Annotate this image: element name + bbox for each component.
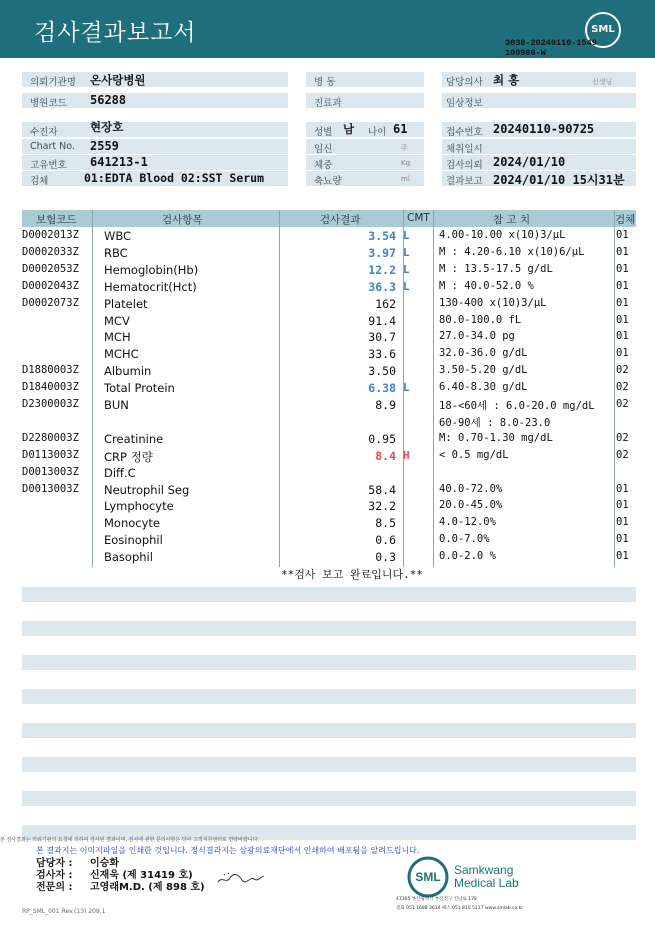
row-band xyxy=(22,689,636,704)
test-name: CRP 정량 xyxy=(104,449,153,464)
specimen-code: 02 xyxy=(616,431,629,444)
result-flag: L xyxy=(403,381,410,395)
reference-range: 32.0-36.0 g/dL xyxy=(439,347,528,360)
table-row xyxy=(0,313,655,330)
table-row xyxy=(0,397,655,414)
test-result: 91.4 xyxy=(368,313,396,328)
table-row xyxy=(0,245,655,262)
age-label: 나이 xyxy=(368,127,387,138)
logo-line2: Medical Lab xyxy=(454,876,519,890)
reference-range: M : 4.20-6.10 x(10)6/μL xyxy=(439,245,585,258)
test-name: Hematocrit(Hct) xyxy=(104,279,197,294)
logo-line1: Samkwang xyxy=(454,863,514,877)
request-date-label: 검사의뢰 xyxy=(446,160,483,171)
test-result: 30.7 xyxy=(368,330,396,345)
staff-in-charge-value: 이승화 xyxy=(90,858,119,869)
collect-time-label: 채취일시 xyxy=(446,144,483,155)
result-flag: L xyxy=(403,229,410,242)
report-date-value: 2024/01/10 15시31분 xyxy=(493,173,625,187)
specimen-code: 01 xyxy=(616,482,629,495)
test-name: Neutrophil Seg xyxy=(104,482,190,497)
pregnancy-label: 임신 xyxy=(314,144,333,155)
table-row xyxy=(0,279,655,296)
specimen-code: 01 xyxy=(616,229,629,241)
test-result: 8.9 xyxy=(375,398,396,412)
test-result: 36.3 xyxy=(368,279,396,294)
sex-label: 성별 xyxy=(314,127,333,138)
test-result: 12.2 xyxy=(368,262,396,277)
insurance-code: D0002053Z xyxy=(22,262,79,275)
insurance-code: D1880003Z xyxy=(22,364,79,377)
col-header-cmt: CMT xyxy=(407,212,430,224)
request-date-value: 2024/01/10 xyxy=(493,155,566,169)
report-date-label: 결과보고 xyxy=(446,176,483,187)
result-flag: L xyxy=(403,262,410,276)
test-name: BUN xyxy=(104,398,129,412)
col-header-spec: 검체 xyxy=(615,214,636,226)
test-name: Lymphocyte xyxy=(104,499,174,514)
insurance-code: D0013003Z xyxy=(22,465,79,478)
test-result: 58.4 xyxy=(368,482,396,497)
test-name: Hemoglobin(Hb) xyxy=(104,262,199,277)
reference-range: 130-400 x(10)3/μL xyxy=(439,296,547,309)
reference-range: 27.0-34.0 pg xyxy=(439,330,515,343)
specimen-code: 01 xyxy=(616,279,629,292)
reference-range: 3.50-5.20 g/dL xyxy=(439,364,528,377)
specimen-code: 01 xyxy=(616,245,629,258)
test-name: MCV xyxy=(104,313,130,328)
specimen-code: 01 xyxy=(616,296,629,309)
test-name: Diff.C xyxy=(104,465,136,480)
specimen-code: 01 xyxy=(616,330,629,343)
reference-range: M : 13.5-17.5 g/dL xyxy=(439,262,553,275)
clinical-info-label: 임상정보 xyxy=(446,98,483,109)
table-row xyxy=(0,549,655,566)
info-box-name xyxy=(22,122,288,137)
table-row xyxy=(0,363,655,380)
reference-range: 40.0-72.0% xyxy=(439,482,503,495)
hospital-code-value: 56288 xyxy=(90,93,127,107)
row-band xyxy=(22,791,636,806)
specimen-code: 01 xyxy=(616,347,629,360)
image-copy-notice: 본 결과지는 이미지파일을 인쇄한 것입니다. 정식결과지는 삼광의료재단에서 인쇄하여 배포됨을 알려드립니다. xyxy=(36,846,420,855)
table-row xyxy=(0,414,655,431)
reference-range: 0.0-7.0% xyxy=(439,533,490,546)
staff-specialist-value: 고영래M.D. (제 898 호) xyxy=(90,882,205,893)
test-result: 0.3 xyxy=(375,550,396,565)
test-result: 6.38 xyxy=(368,381,396,396)
table-row xyxy=(0,532,655,549)
reference-range: 4.0-12.0% xyxy=(439,516,496,529)
table-row xyxy=(0,329,655,346)
table-row xyxy=(0,448,655,465)
table-row xyxy=(0,296,655,313)
sex-value: 남 xyxy=(343,122,355,136)
table-row xyxy=(0,346,655,363)
institution-value: 온사랑병원 xyxy=(90,73,146,87)
test-result: 8.4 xyxy=(375,448,396,463)
specimen-code: 01 xyxy=(616,262,629,275)
insurance-code: D0013003Z xyxy=(22,482,79,495)
test-name: RBC xyxy=(104,245,128,260)
col-header-result: 검사결과 xyxy=(320,214,361,226)
dept-label: 진료과 xyxy=(314,98,342,109)
chart-no-value: 2559 xyxy=(90,139,119,153)
test-result: 32.2 xyxy=(368,499,396,514)
test-name: Monocyte xyxy=(104,516,160,531)
receipt-no-label: 접수번호 xyxy=(446,127,483,138)
specimen-code: 01 xyxy=(616,516,629,529)
table-row xyxy=(0,228,655,245)
staff-specialist xyxy=(36,878,205,893)
test-result: 3.97 xyxy=(368,245,396,260)
specimen-code: 02 xyxy=(616,448,629,461)
reference-range: 4.00-10.00 x(10)3/μL xyxy=(439,229,566,241)
col-header-code: 보험코드 xyxy=(36,214,77,226)
result-flag: L xyxy=(403,245,410,259)
specimen-code: 02 xyxy=(616,398,629,410)
reference-range: 20.0-45.0% xyxy=(439,499,503,512)
samkwang-logo-text xyxy=(454,864,519,890)
test-name: Creatinine xyxy=(104,431,164,446)
col-header-ref: 참 고 치 xyxy=(493,214,531,226)
hospital-code-label: 병원코드 xyxy=(30,98,67,109)
specimen-label: 검체 xyxy=(30,176,49,187)
insurance-code: D0002013Z xyxy=(22,229,79,241)
test-name: Basophil xyxy=(104,550,153,565)
insurance-code: D2280003Z xyxy=(22,431,79,444)
samkwang-logo-icon xyxy=(406,855,450,899)
specimen-code: 01 xyxy=(616,499,629,512)
test-result: 8.5 xyxy=(375,516,396,531)
row-band xyxy=(22,757,636,772)
test-name: WBC xyxy=(104,229,132,243)
report-title: 검사결과보고서 xyxy=(34,20,197,46)
insurance-code: D1840003Z xyxy=(22,381,79,394)
table-row xyxy=(0,431,655,448)
col-header-item: 검사항목 xyxy=(162,214,203,226)
document-id-line2: 100986-W xyxy=(505,48,546,58)
specimen-code: 01 xyxy=(616,313,629,326)
row-band xyxy=(22,621,636,636)
staff-specialist-label: 전문의 : xyxy=(36,882,73,893)
test-result: 0.95 xyxy=(368,431,396,446)
doctor-label: 담당의사 xyxy=(446,77,483,88)
doctor-value: 최 홍 xyxy=(493,73,520,87)
samkwang-logo-mark: SML xyxy=(415,870,441,884)
test-name: MCH xyxy=(104,330,131,345)
document-id xyxy=(505,38,597,58)
test-result: 3.54 xyxy=(368,229,396,243)
table-row xyxy=(0,515,655,532)
age-value: 61 xyxy=(393,122,408,136)
fine-print: 본 검사결과는 의뢰기관의 요청에 의하여 검사된 결과이며, 검사에 관한 문의사항은 당사 고객지원센터로 연락바랍니다. xyxy=(0,837,259,843)
test-result: 0.6 xyxy=(375,533,396,548)
result-flag: H xyxy=(403,448,410,462)
staff-tester-label: 검사자 : xyxy=(36,870,73,881)
doctor-suffix: 선생님 xyxy=(592,78,613,86)
reference-range: 6.40-8.30 g/dL xyxy=(439,381,528,394)
reference-range: M : 40.0-52.0 % xyxy=(439,279,534,292)
weight-label: 체중 xyxy=(314,160,333,171)
specimen-code: 01 xyxy=(616,550,629,563)
ward-label: 병 동 xyxy=(314,77,336,88)
institution-label: 의뢰기관명 xyxy=(30,77,76,88)
address-line2: 전화 051 1688 3614 팩스 051 810 5117 www.smlab.co.kr xyxy=(396,906,524,911)
table-row xyxy=(0,498,655,515)
table-row xyxy=(0,465,655,482)
test-name: Total Protein xyxy=(104,381,175,396)
insurance-code: D0002033Z xyxy=(22,245,79,258)
reference-range: 60-90세 : 8.0-23.0 xyxy=(439,416,551,429)
chart-no-label: Chart No. xyxy=(30,141,75,152)
table-row xyxy=(0,380,655,397)
reference-range: < 0.5 mg/dL xyxy=(439,448,509,461)
patient-name-label: 수진자 xyxy=(30,127,58,138)
specimen-code: 01 xyxy=(616,533,629,546)
urine-label: 축뇨량 xyxy=(314,176,342,187)
reference-range: 18-<60세 : 6.0-20.0 mg/dL xyxy=(439,400,595,412)
insurance-code: D0002073Z xyxy=(22,296,79,309)
completion-message: **검사 보고 완료입니다.** xyxy=(281,568,423,581)
test-result: 162 xyxy=(375,296,396,311)
receipt-no-value: 20240110-90725 xyxy=(493,122,595,136)
test-name: Albumin xyxy=(104,364,152,379)
weight-unit: Kg xyxy=(401,159,411,167)
test-result: 33.6 xyxy=(368,347,396,362)
specimen-value: 01:EDTA Blood 02:SST Serum xyxy=(84,171,265,185)
row-band xyxy=(22,655,636,670)
specimen-code: 02 xyxy=(616,381,629,394)
reference-range: 0.0-2.0 % xyxy=(439,550,496,563)
insurance-code: D0113003Z xyxy=(22,448,79,461)
insurance-code: D2300003Z xyxy=(22,398,79,410)
table-row xyxy=(0,262,655,279)
reference-range: 80.0-100.0 fL xyxy=(439,313,522,326)
test-name: Platelet xyxy=(104,296,148,311)
sml-logo-icon: SML xyxy=(585,12,621,48)
insurance-code: D0002043Z xyxy=(22,279,79,292)
form-revision: RP_SML_001 Rev.(13) 209.1 xyxy=(22,908,106,915)
urine-unit: ml xyxy=(401,175,410,183)
signature-scribble xyxy=(216,868,266,888)
staff-tester-value: 신재욱 (제 31419 호) xyxy=(90,870,193,881)
address-line1: 47305 부산광역시 부산진구 진남로 178 xyxy=(396,897,477,902)
row-band xyxy=(22,587,636,602)
row-band xyxy=(22,723,636,738)
patient-name-value: 현장호 xyxy=(90,120,124,134)
unique-id-value: 641213-1 xyxy=(90,155,148,169)
unique-id-label: 고유번호 xyxy=(30,160,67,171)
test-name: MCHC xyxy=(104,347,139,362)
reference-range: M: 0.70-1.30 mg/dL xyxy=(439,431,553,444)
test-name: Eosinophil xyxy=(104,533,163,548)
result-flag: L xyxy=(403,279,410,293)
document-id-line1: 3038-20240110-1549 xyxy=(505,38,597,48)
table-row xyxy=(0,482,655,499)
test-result: 3.50 xyxy=(368,364,396,379)
specimen-code: 02 xyxy=(616,364,629,377)
staff-in-charge-label: 담당자 : xyxy=(36,858,73,869)
pregnancy-unit: 주 xyxy=(401,144,408,152)
